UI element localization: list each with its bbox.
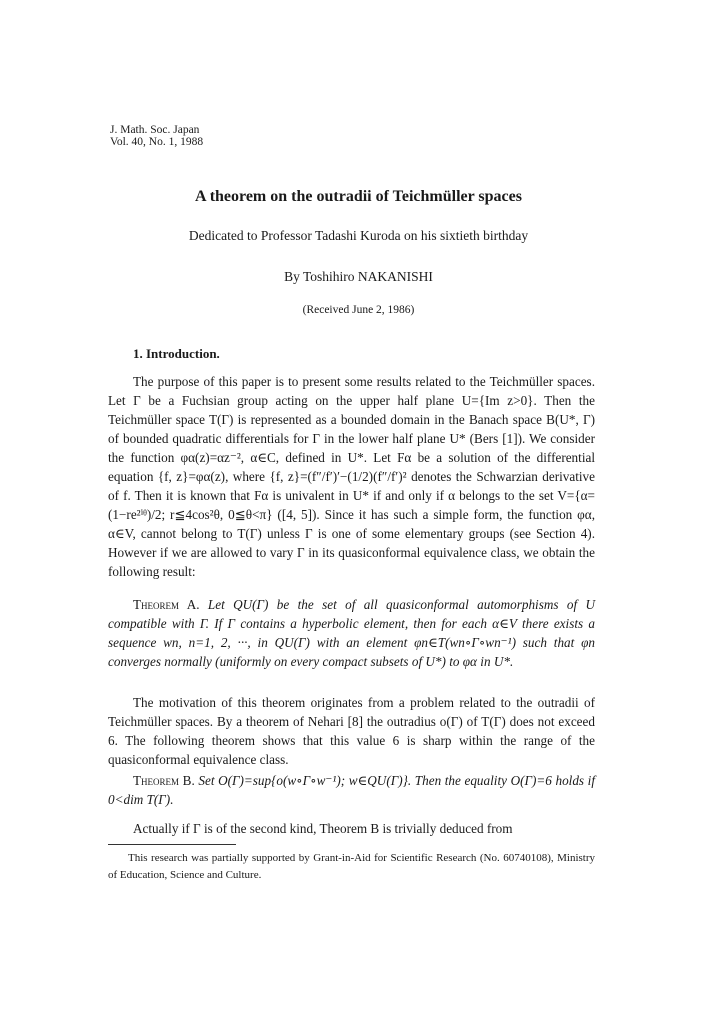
author-line: By Toshihiro NAKANISHI xyxy=(284,269,433,284)
section-heading: 1. Introduction. xyxy=(133,346,220,361)
theorem-a-text: Let QU(Γ) be the set of all quasiconformal automorphisms of U compatible with Γ. If Γ contains a hyperbolic element, then for each α∈V there exists a sequence wn, n=1, 2, ···, in QU(Γ) with an element φn∈T(wn∘Γ∘wn⁻¹) such that φn converges normally (uniformly on every compact subsets of U*) to φα in U*. xyxy=(108,597,595,669)
journal-citation xyxy=(110,124,203,148)
theorem-b-label: Theorem B. xyxy=(133,773,195,788)
dedication: Dedicated to Professor Tadashi Kuroda on his sixtieth birthday xyxy=(188,228,529,243)
intro-paragraph-2: The motivation of this theorem originates from a problem related to the outradii of Teichmüller spaces. By a theorem of Nehari [8] the outradius o(Γ) of T(Γ) does not exceed 6. The following theorem shows that this value 6 is sharp within the range of the quasiconformal equivalence class. xyxy=(108,695,595,767)
theorem-b xyxy=(108,771,595,809)
footnote: This research was partially supported by Grant-in-Aid for Scientific Research (No. 60740108), Ministry of Education, Science and Culture. xyxy=(108,852,595,881)
received-date: (Received June 2, 1986) xyxy=(302,304,415,316)
journal-name: J. Math. Soc. Japan xyxy=(110,124,200,136)
theorem-a xyxy=(108,595,595,671)
journal-volume: Vol. 40, No. 1, 1988 xyxy=(110,136,204,148)
theorem-b-text: Set O(Γ)=sup{o(w∘Γ∘w⁻¹); w∈QU(Γ)}. Then the equality O(Γ)=6 holds if 0<dim T(Γ). xyxy=(108,773,595,807)
paper-title: A theorem on the outradii of Teichmüller spaces xyxy=(195,188,522,205)
intro-paragraph-3: Actually if Γ is of the second kind, Theorem B is trivially deduced from xyxy=(133,821,513,836)
theorem-a-label: Theorem A. xyxy=(133,597,200,612)
intro-paragraph-1: The purpose of this paper is to present some results related to the Teichmüller spaces. Let Γ be a Fuchsian group acting on the upper half plane U={Im z>0}. Then the Teichmüller space T(Γ) is represented as a bounded domain in the Banach space B(U*, Γ) of bounded quadratic differentials for Γ in the lower half plane U* (Bers [1]). We consider the function φα(z)=αz⁻², α∈C, defined in U*. Let Fα be a solution of the differential equation {f, z}=φα(z), where {f, z}=(f″/f′)′−(1/2)(f″/f′)² denotes the Schwarzian derivative of f. Then it is known that Fα is univalent in U* if and only if α belongs to the set V={α=(1−re²ⁱᶿ)/2; r≦4cos²θ, 0≦θ<π} ([4, 5]). Since it has such a simple form, the function φα, α∈V, cannot belong to T(Γ) unless Γ is one of some elementary groups (see Section 4). However if we are allowed to vary Γ in its quasiconformal equivalence class, we obtain the following result: xyxy=(108,374,595,579)
footnote-divider xyxy=(108,844,236,845)
